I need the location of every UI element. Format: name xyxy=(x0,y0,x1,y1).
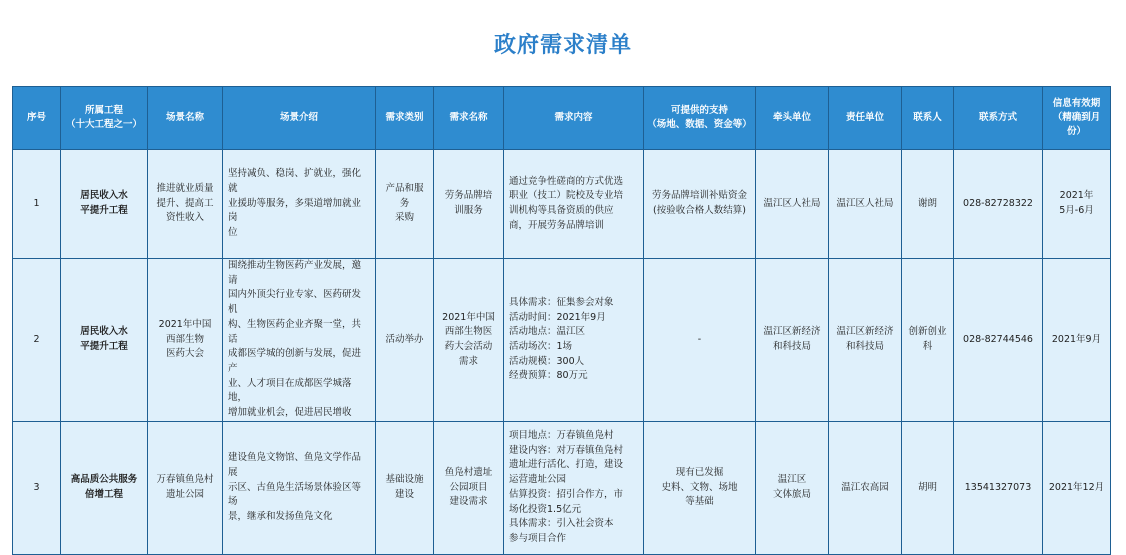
cell-contact: 胡明 xyxy=(902,421,954,554)
cell-content: 项目地点：万春镇鱼凫村 建设内容：对万春镇鱼凫村 遗址进行活化、打造，建设 运营遗址公园 估算投资：招引合作方，市 场化投资1.5亿元 具体需求：引入社会资本 参与项目合作 xyxy=(504,421,644,554)
table-row xyxy=(13,259,1111,422)
table-header-row xyxy=(13,87,1111,150)
cell-resp-unit: 温江农高园 xyxy=(829,421,902,554)
table-row xyxy=(13,150,1111,259)
cell-content: 具体需求：征集参会对象 活动时间：2021年9月 活动地点：温江区 活动场次：1场 活动规模：300人 经费预算：80万元 xyxy=(504,259,644,422)
cell-lead-unit: 温江区 文体旅局 xyxy=(756,421,829,554)
cell-category: 活动举办 xyxy=(376,259,434,422)
cell-phone: 028-82744546 xyxy=(954,259,1043,422)
column-header: 场景介绍 xyxy=(223,87,376,150)
cell-category: 产品和服务 采购 xyxy=(376,150,434,259)
cell-category: 基础设施 建设 xyxy=(376,421,434,554)
cell-contact: 创新创业科 xyxy=(902,259,954,422)
cell-content: 通过竞争性磋商的方式优选 职业（技工）院校及专业培 训机构等具备资质的供应 商，开展劳务品牌培训 xyxy=(504,150,644,259)
cell-contact: 谢朗 xyxy=(902,150,954,259)
cell-resp-unit: 温江区新经济 和科技局 xyxy=(829,259,902,422)
cell-project: 居民收入水 平提升工程 xyxy=(61,150,148,259)
column-header: 需求类别 xyxy=(376,87,434,150)
column-header: 可提供的支持 （场地、数据、资金等） xyxy=(644,87,756,150)
cell-validity: 2021年 5月-6月 xyxy=(1043,150,1111,259)
column-header: 责任单位 xyxy=(829,87,902,150)
cell-no: 3 xyxy=(13,421,61,554)
cell-phone: 028-82728322 xyxy=(954,150,1043,259)
cell-scene: 推进就业质量 提升、提高工 资性收入 xyxy=(148,150,223,259)
cell-intro: 围绕推动生物医药产业发展，邀请 国内外顶尖行业专家、医药研发机 构、生物医药企业齐聚一堂，共话 成都医学城的创新与发展，促进产 业、人才项目在成都医学城落地， 增加就业机会，促进居民增收 xyxy=(223,259,376,422)
cell-lead-unit: 温江区人社局 xyxy=(756,150,829,259)
cell-demand-name: 劳务品牌培 训服务 xyxy=(434,150,504,259)
column-header: 牵头单位 xyxy=(756,87,829,150)
cell-phone: 13541327073 xyxy=(954,421,1043,554)
cell-project: 居民收入水 平提升工程 xyxy=(61,259,148,422)
cell-demand-name: 2021年中国 西部生物医 药大会活动 需求 xyxy=(434,259,504,422)
cell-support: 劳务品牌培训补贴资金 (按验收合格人数结算) xyxy=(644,150,756,259)
cell-project: 高品质公共服务 倍增工程 xyxy=(61,421,148,554)
column-header: 信息有效期 （精确到月份） xyxy=(1043,87,1111,150)
cell-intro: 建设鱼凫文物馆、鱼凫文学作品展 示区、古鱼凫生活场景体验区等场 景，继承和发扬鱼凫文化 xyxy=(223,421,376,554)
cell-support: - xyxy=(644,259,756,422)
column-header: 场景名称 xyxy=(148,87,223,150)
cell-lead-unit: 温江区新经济 和科技局 xyxy=(756,259,829,422)
cell-no: 2 xyxy=(13,259,61,422)
column-header: 需求名称 xyxy=(434,87,504,150)
column-header: 联系人 xyxy=(902,87,954,150)
cell-demand-name: 鱼凫村遗址 公园项目 建设需求 xyxy=(434,421,504,554)
demand-table xyxy=(12,86,1111,555)
cell-scene: 2021年中国 西部生物 医药大会 xyxy=(148,259,223,422)
table-row xyxy=(13,421,1111,554)
cell-intro: 坚持减负、稳岗、扩就业，强化就 业援助等服务，多渠道增加就业岗 位 xyxy=(223,150,376,259)
cell-validity: 2021年9月 xyxy=(1043,259,1111,422)
cell-support: 现有已发掘 史料、文物、场地 等基础 xyxy=(644,421,756,554)
column-header: 所属工程 （十大工程之一） xyxy=(61,87,148,150)
page-title: 政府需求清单 xyxy=(493,33,632,58)
cell-validity: 2021年12月 xyxy=(1043,421,1111,554)
column-header: 序号 xyxy=(13,87,61,150)
cell-no: 1 xyxy=(13,150,61,259)
cell-resp-unit: 温江区人社局 xyxy=(829,150,902,259)
column-header: 需求内容 xyxy=(504,87,644,150)
cell-scene: 万春镇鱼凫村 遗址公园 xyxy=(148,421,223,554)
column-header: 联系方式 xyxy=(954,87,1043,150)
